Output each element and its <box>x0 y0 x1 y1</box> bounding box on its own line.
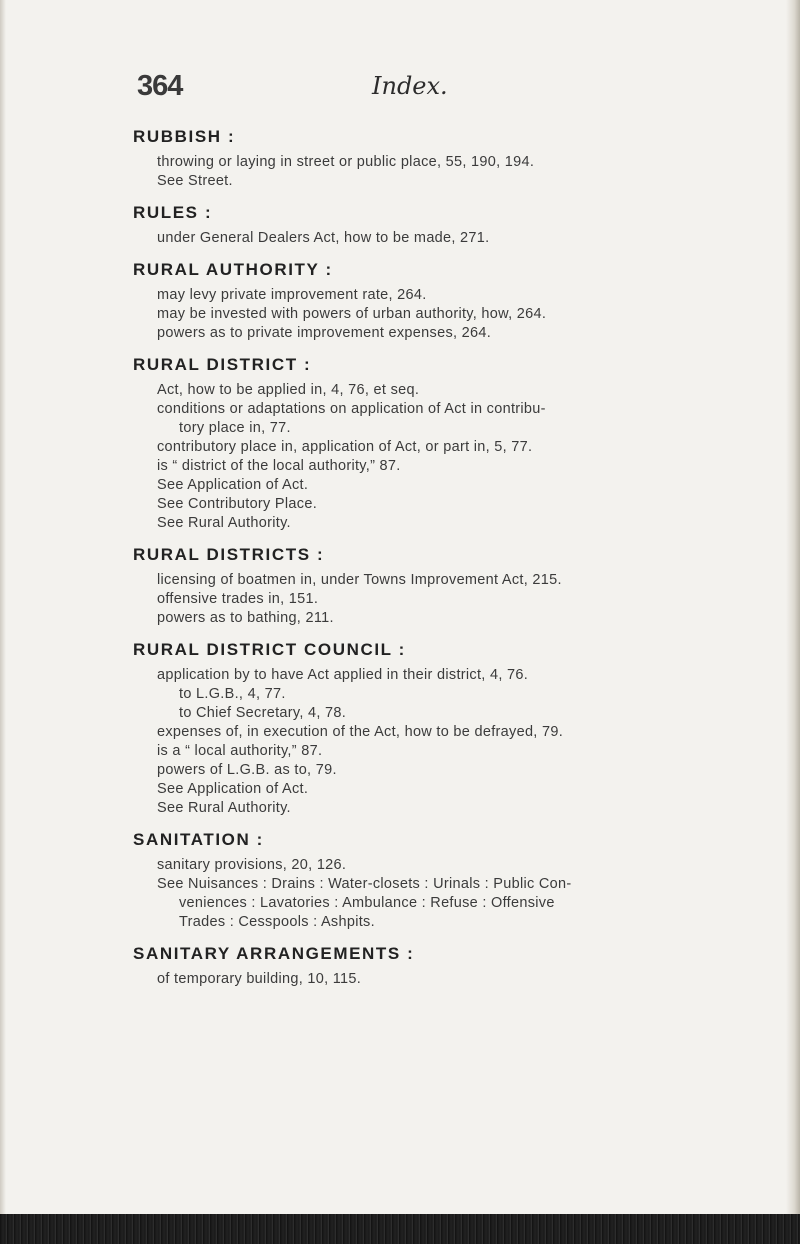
entry-line: See Street. <box>157 173 233 189</box>
page-edge-left <box>0 0 6 1244</box>
entry-line: application by to have Act applied in their district, 4, 76. <box>157 667 529 683</box>
entry-line: contributory place in, application of Act, or part in, 5, 77. <box>157 439 533 455</box>
index-content <box>133 125 777 999</box>
entry-line: expenses of, in execution of the Act, how to be defrayed, 79. <box>157 724 564 740</box>
entry-line: conditions or adaptations on application of Act in contribu- <box>157 401 546 417</box>
index-entry-rural-district <box>133 353 777 533</box>
entry-line: is “ district of the local authority,” 87. <box>157 458 401 474</box>
entry-line: veniences : Lavatories : Ambulance : Refuse : Offensive <box>179 895 555 911</box>
index-entry-rural-district-council <box>133 638 777 818</box>
index-entry-rural-authority <box>133 258 777 343</box>
entry-line: Act, how to be applied in, 4, 76, et seq. <box>157 382 420 398</box>
entry-line: See Application of Act. <box>157 477 309 493</box>
entry-line: powers of L.G.B. as to, 79. <box>157 762 337 778</box>
index-entry-rubbish <box>133 125 777 191</box>
entry-line: licensing of boatmen in, under Towns Improvement Act, 215. <box>157 572 562 588</box>
entry-line: offensive trades in, 151. <box>157 591 319 607</box>
entry-line: sanitary provisions, 20, 126. <box>157 857 347 873</box>
entry-line: See Rural Authority. <box>157 800 291 816</box>
entry-line: See Application of Act. <box>157 781 309 797</box>
entry-line: under General Dealers Act, how to be made, 271. <box>157 230 490 246</box>
entry-line: See Nuisances : Drains : Water-closets : Urinals : Public Con- <box>157 876 572 892</box>
index-entry-sanitary-arrangements <box>133 942 777 989</box>
entry-heading: RULES : <box>133 203 213 222</box>
entry-line: of temporary building, 10, 115. <box>157 971 362 987</box>
entry-line: may levy private improvement rate, 264. <box>157 287 427 303</box>
index-entry-rural-districts <box>133 543 777 628</box>
index-entry-rules <box>133 201 777 248</box>
entry-heading: RURAL DISTRICTS : <box>133 545 325 564</box>
entry-heading: SANITARY ARRANGEMENTS : <box>133 944 415 963</box>
entry-heading: SANITATION : <box>133 830 264 849</box>
page-number: 364 <box>137 70 183 102</box>
entry-line: throwing or laying in street or public place, 55, 190, 194. <box>157 154 535 170</box>
entry-line: is a “ local authority,” 87. <box>157 743 323 759</box>
running-title: Index. <box>372 72 448 100</box>
entry-heading: RUBBISH : <box>133 127 236 146</box>
entry-heading: RURAL DISTRICT COUNCIL : <box>133 640 406 659</box>
entry-line: powers as to bathing, 211. <box>157 610 334 626</box>
entry-line: to Chief Secretary, 4, 78. <box>179 705 347 721</box>
entry-line: Trades : Cesspools : Ashpits. <box>179 914 375 930</box>
entry-line: See Rural Authority. <box>157 515 291 531</box>
entry-line: See Contributory Place. <box>157 496 318 512</box>
scan-bottom-edge <box>0 1214 800 1244</box>
entry-line: powers as to private improvement expenses, 264. <box>157 325 492 341</box>
index-entry-sanitation <box>133 828 777 932</box>
entry-heading: RURAL DISTRICT : <box>133 355 312 374</box>
page-header <box>0 70 800 110</box>
entry-line: tory place in, 77. <box>179 420 291 436</box>
entry-line: to L.G.B., 4, 77. <box>179 686 286 702</box>
entry-heading: RURAL AUTHORITY : <box>133 260 333 279</box>
entry-line: may be invested with powers of urban authority, how, 264. <box>157 306 547 322</box>
page-edge-right <box>786 0 800 1244</box>
